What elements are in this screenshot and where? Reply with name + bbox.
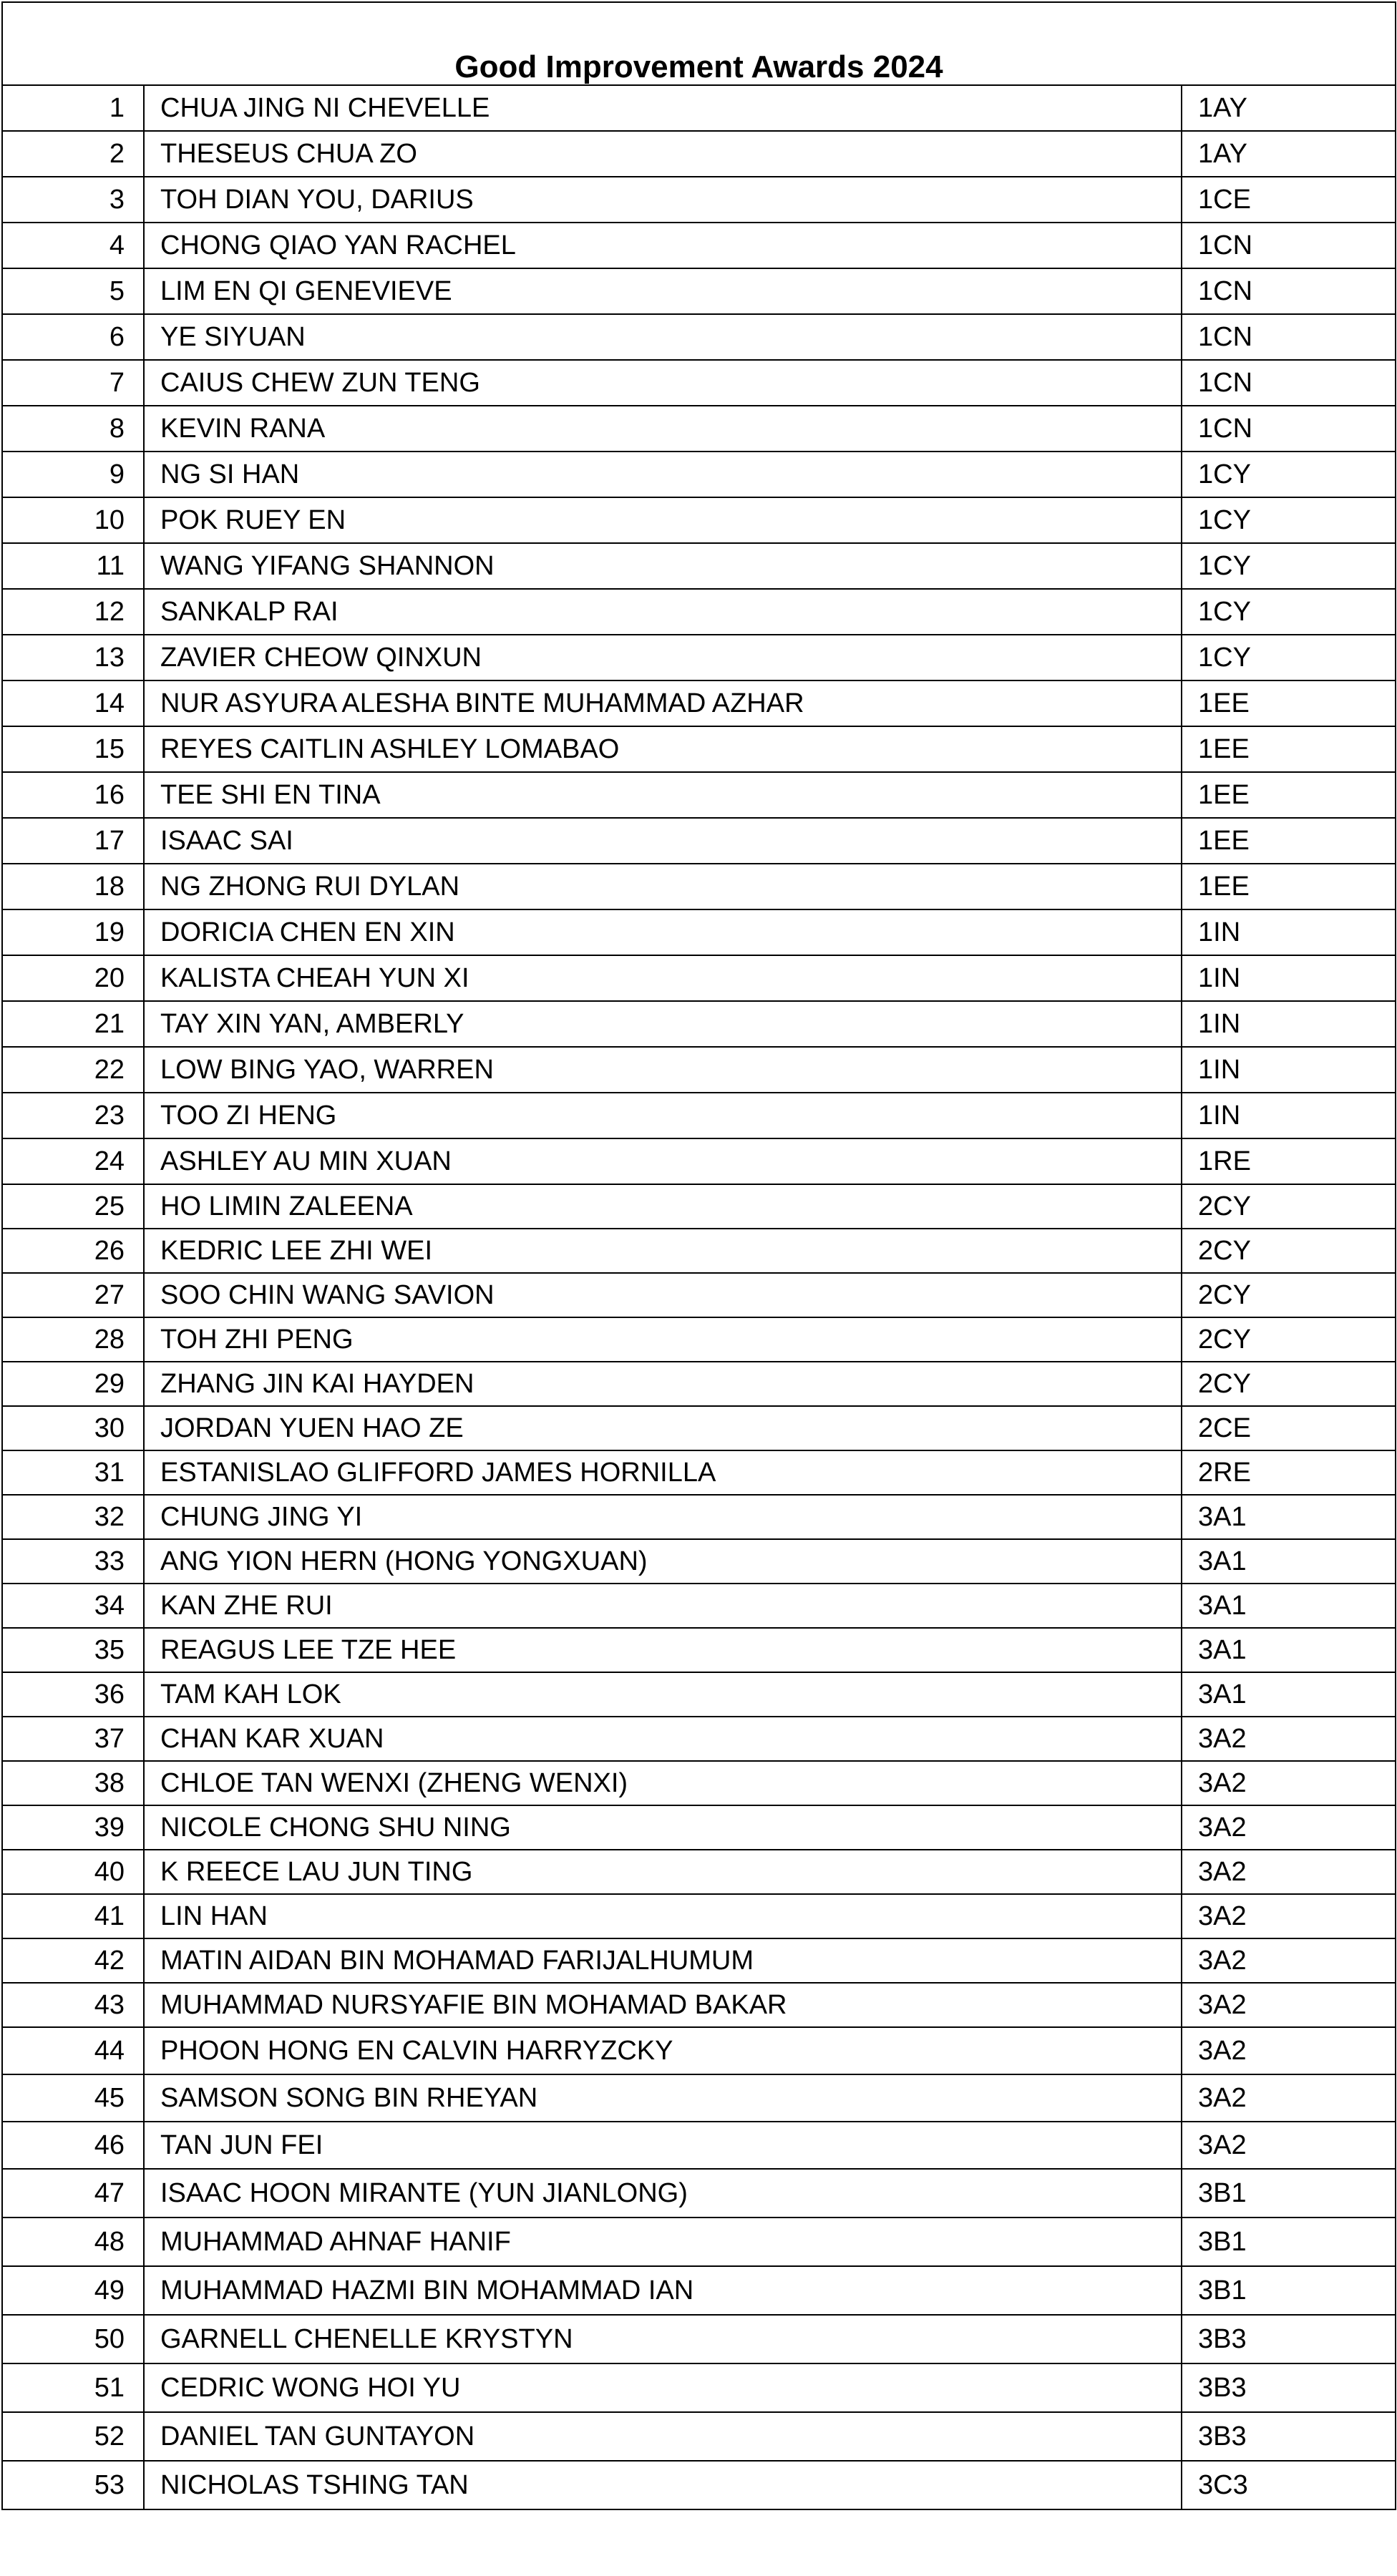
table-row bbox=[2, 1093, 1396, 1138]
table-row bbox=[2, 1628, 1396, 1672]
row-number: 52 bbox=[2, 2412, 144, 2461]
student-name: MUHAMMAD AHNAF HANIF bbox=[144, 2218, 1182, 2266]
row-number: 25 bbox=[2, 1184, 144, 1229]
table-row bbox=[2, 131, 1396, 177]
class-code: 2CE bbox=[1182, 1406, 1396, 1450]
table-row bbox=[2, 1229, 1396, 1273]
class-code: 2RE bbox=[1182, 1450, 1396, 1495]
row-number: 21 bbox=[2, 1001, 144, 1047]
table-row bbox=[2, 2315, 1396, 2363]
student-name: MUHAMMAD NURSYAFIE BIN MOHAMAD BAKAR bbox=[144, 1983, 1182, 2027]
class-code: 1CN bbox=[1182, 223, 1396, 268]
row-number: 24 bbox=[2, 1138, 144, 1184]
table-row bbox=[2, 1047, 1396, 1093]
row-number: 11 bbox=[2, 543, 144, 589]
student-name: CHLOE TAN WENXI (ZHENG WENXI) bbox=[144, 1761, 1182, 1805]
student-name: TOH ZHI PENG bbox=[144, 1317, 1182, 1362]
row-number: 28 bbox=[2, 1317, 144, 1362]
row-number: 34 bbox=[2, 1584, 144, 1628]
class-code: 3A2 bbox=[1182, 1938, 1396, 1983]
student-name: CHUA JING NI CHEVELLE bbox=[144, 85, 1182, 131]
student-name: NICHOLAS TSHING TAN bbox=[144, 2461, 1182, 2509]
student-name: SANKALP RAI bbox=[144, 589, 1182, 635]
row-number: 8 bbox=[2, 406, 144, 452]
awards-table-body bbox=[2, 2, 1396, 2509]
table-row bbox=[2, 772, 1396, 818]
table-row bbox=[2, 1362, 1396, 1406]
table-row bbox=[2, 1138, 1396, 1184]
table-row bbox=[2, 1539, 1396, 1584]
class-code: 3A2 bbox=[1182, 1983, 1396, 2027]
student-name: PHOON HONG EN CALVIN HARRYZCKY bbox=[144, 2027, 1182, 2074]
table-row bbox=[2, 314, 1396, 360]
student-name: CEDRIC WONG HOI YU bbox=[144, 2363, 1182, 2412]
table-row bbox=[2, 1717, 1396, 1761]
student-name: CAIUS CHEW ZUN TENG bbox=[144, 360, 1182, 406]
row-number: 33 bbox=[2, 1539, 144, 1584]
student-name: ZAVIER CHEOW QINXUN bbox=[144, 635, 1182, 680]
row-number: 15 bbox=[2, 726, 144, 772]
class-code: 1EE bbox=[1182, 864, 1396, 909]
table-row bbox=[2, 1450, 1396, 1495]
class-code: 1CN bbox=[1182, 406, 1396, 452]
table-row bbox=[2, 2412, 1396, 2461]
table-row bbox=[2, 1672, 1396, 1717]
page-title: Good Improvement Awards 2024 bbox=[2, 2, 1396, 85]
table-row bbox=[2, 955, 1396, 1001]
class-code: 3A1 bbox=[1182, 1672, 1396, 1717]
class-code: 3A1 bbox=[1182, 1584, 1396, 1628]
row-number: 27 bbox=[2, 1273, 144, 1317]
student-name: TAY XIN YAN, AMBERLY bbox=[144, 1001, 1182, 1047]
row-number: 1 bbox=[2, 85, 144, 131]
student-name: YE SIYUAN bbox=[144, 314, 1182, 360]
row-number: 53 bbox=[2, 2461, 144, 2509]
row-number: 10 bbox=[2, 497, 144, 543]
class-code: 2CY bbox=[1182, 1362, 1396, 1406]
table-row bbox=[2, 360, 1396, 406]
class-code: 1CY bbox=[1182, 452, 1396, 497]
row-number: 3 bbox=[2, 177, 144, 223]
class-code: 3A2 bbox=[1182, 1850, 1396, 1894]
class-code: 1EE bbox=[1182, 726, 1396, 772]
class-code: 1CN bbox=[1182, 268, 1396, 314]
row-number: 26 bbox=[2, 1229, 144, 1273]
table-row bbox=[2, 864, 1396, 909]
student-name: NG SI HAN bbox=[144, 452, 1182, 497]
row-number: 43 bbox=[2, 1983, 144, 2027]
table-row bbox=[2, 1184, 1396, 1229]
class-code: 3A2 bbox=[1182, 2074, 1396, 2122]
row-number: 46 bbox=[2, 2122, 144, 2169]
table-row bbox=[2, 1584, 1396, 1628]
class-code: 1EE bbox=[1182, 680, 1396, 726]
table-row bbox=[2, 1495, 1396, 1539]
class-code: 1AY bbox=[1182, 131, 1396, 177]
row-number: 2 bbox=[2, 131, 144, 177]
class-code: 1IN bbox=[1182, 1093, 1396, 1138]
table-row bbox=[2, 680, 1396, 726]
student-name: REAGUS LEE TZE HEE bbox=[144, 1628, 1182, 1672]
table-row bbox=[2, 1273, 1396, 1317]
row-number: 41 bbox=[2, 1894, 144, 1938]
student-name: TOH DIAN YOU, DARIUS bbox=[144, 177, 1182, 223]
class-code: 1CY bbox=[1182, 497, 1396, 543]
class-code: 3A2 bbox=[1182, 1761, 1396, 1805]
class-code: 3B3 bbox=[1182, 2363, 1396, 2412]
student-name: DORICIA CHEN EN XIN bbox=[144, 909, 1182, 955]
row-number: 50 bbox=[2, 2315, 144, 2363]
student-name: TAN JUN FEI bbox=[144, 2122, 1182, 2169]
student-name: NICOLE CHONG SHU NING bbox=[144, 1805, 1182, 1850]
student-name: REYES CAITLIN ASHLEY LOMABAO bbox=[144, 726, 1182, 772]
table-row bbox=[2, 85, 1396, 131]
awards-table bbox=[1, 1, 1396, 2510]
table-row bbox=[2, 1317, 1396, 1362]
student-name: JORDAN YUEN HAO ZE bbox=[144, 1406, 1182, 1450]
row-number: 4 bbox=[2, 223, 144, 268]
table-row bbox=[2, 2218, 1396, 2266]
table-row bbox=[2, 452, 1396, 497]
table-row bbox=[2, 2169, 1396, 2218]
student-name: KAN ZHE RUI bbox=[144, 1584, 1182, 1628]
student-name: ISAAC HOON MIRANTE (YUN JIANLONG) bbox=[144, 2169, 1182, 2218]
table-row bbox=[2, 1406, 1396, 1450]
row-number: 49 bbox=[2, 2266, 144, 2315]
class-code: 1IN bbox=[1182, 1047, 1396, 1093]
row-number: 35 bbox=[2, 1628, 144, 1672]
student-name: TAM KAH LOK bbox=[144, 1672, 1182, 1717]
student-name: THESEUS CHUA ZO bbox=[144, 131, 1182, 177]
table-row bbox=[2, 1761, 1396, 1805]
table-row bbox=[2, 406, 1396, 452]
class-code: 3B1 bbox=[1182, 2266, 1396, 2315]
student-name: MUHAMMAD HAZMI BIN MOHAMMAD IAN bbox=[144, 2266, 1182, 2315]
row-number: 12 bbox=[2, 589, 144, 635]
class-code: 3A2 bbox=[1182, 1805, 1396, 1850]
table-row bbox=[2, 268, 1396, 314]
table-row bbox=[2, 2074, 1396, 2122]
table-row bbox=[2, 2461, 1396, 2509]
student-name: KEDRIC LEE ZHI WEI bbox=[144, 1229, 1182, 1273]
student-name: SAMSON SONG BIN RHEYAN bbox=[144, 2074, 1182, 2122]
class-code: 1CY bbox=[1182, 543, 1396, 589]
class-code: 1CE bbox=[1182, 177, 1396, 223]
table-row bbox=[2, 1850, 1396, 1894]
row-number: 7 bbox=[2, 360, 144, 406]
table-row bbox=[2, 818, 1396, 864]
class-code: 3A1 bbox=[1182, 1539, 1396, 1584]
row-number: 44 bbox=[2, 2027, 144, 2074]
student-name: GARNELL CHENELLE KRYSTYN bbox=[144, 2315, 1182, 2363]
row-number: 51 bbox=[2, 2363, 144, 2412]
table-row bbox=[2, 2122, 1396, 2169]
class-code: 2CY bbox=[1182, 1273, 1396, 1317]
student-name: TOO ZI HENG bbox=[144, 1093, 1182, 1138]
class-code: 2CY bbox=[1182, 1317, 1396, 1362]
student-name: TEE SHI EN TINA bbox=[144, 772, 1182, 818]
class-code: 1IN bbox=[1182, 955, 1396, 1001]
row-number: 37 bbox=[2, 1717, 144, 1761]
table-row bbox=[2, 223, 1396, 268]
student-name: LIM EN QI GENEVIEVE bbox=[144, 268, 1182, 314]
table-row bbox=[2, 635, 1396, 680]
table-row bbox=[2, 1894, 1396, 1938]
table-row bbox=[2, 1983, 1396, 2027]
row-number: 42 bbox=[2, 1938, 144, 1983]
student-name: LOW BING YAO, WARREN bbox=[144, 1047, 1182, 1093]
class-code: 3A1 bbox=[1182, 1628, 1396, 1672]
row-number: 30 bbox=[2, 1406, 144, 1450]
student-name: ASHLEY AU MIN XUAN bbox=[144, 1138, 1182, 1184]
class-code: 1RE bbox=[1182, 1138, 1396, 1184]
row-number: 39 bbox=[2, 1805, 144, 1850]
table-row bbox=[2, 2363, 1396, 2412]
row-number: 16 bbox=[2, 772, 144, 818]
table-row bbox=[2, 1001, 1396, 1047]
class-code: 3A1 bbox=[1182, 1495, 1396, 1539]
class-code: 3A2 bbox=[1182, 2122, 1396, 2169]
class-code: 3A2 bbox=[1182, 2027, 1396, 2074]
student-name: NUR ASYURA ALESHA BINTE MUHAMMAD AZHAR bbox=[144, 680, 1182, 726]
table-row bbox=[2, 177, 1396, 223]
row-number: 47 bbox=[2, 2169, 144, 2218]
row-number: 17 bbox=[2, 818, 144, 864]
row-number: 6 bbox=[2, 314, 144, 360]
class-code: 1IN bbox=[1182, 909, 1396, 955]
student-name: HO LIMIN ZALEENA bbox=[144, 1184, 1182, 1229]
row-number: 36 bbox=[2, 1672, 144, 1717]
student-name: DANIEL TAN GUNTAYON bbox=[144, 2412, 1182, 2461]
student-name: CHUNG JING YI bbox=[144, 1495, 1182, 1539]
class-code: 3B1 bbox=[1182, 2218, 1396, 2266]
table-row bbox=[2, 726, 1396, 772]
class-code: 1CY bbox=[1182, 589, 1396, 635]
class-code: 1EE bbox=[1182, 818, 1396, 864]
table-row bbox=[2, 2266, 1396, 2315]
row-number: 22 bbox=[2, 1047, 144, 1093]
student-name: POK RUEY EN bbox=[144, 497, 1182, 543]
table-row bbox=[2, 543, 1396, 589]
student-name: K REECE LAU JUN TING bbox=[144, 1850, 1182, 1894]
class-code: 2CY bbox=[1182, 1229, 1396, 1273]
table-row bbox=[2, 497, 1396, 543]
class-code: 1CN bbox=[1182, 314, 1396, 360]
class-code: 1AY bbox=[1182, 85, 1396, 131]
row-number: 32 bbox=[2, 1495, 144, 1539]
row-number: 9 bbox=[2, 452, 144, 497]
class-code: 3B3 bbox=[1182, 2315, 1396, 2363]
class-code: 3B1 bbox=[1182, 2169, 1396, 2218]
student-name: KALISTA CHEAH YUN XI bbox=[144, 955, 1182, 1001]
row-number: 13 bbox=[2, 635, 144, 680]
class-code: 1EE bbox=[1182, 772, 1396, 818]
row-number: 29 bbox=[2, 1362, 144, 1406]
student-name: ANG YION HERN (HONG YONGXUAN) bbox=[144, 1539, 1182, 1584]
table-row bbox=[2, 1805, 1396, 1850]
table-row bbox=[2, 1938, 1396, 1983]
row-number: 31 bbox=[2, 1450, 144, 1495]
row-number: 45 bbox=[2, 2074, 144, 2122]
class-code: 1CN bbox=[1182, 360, 1396, 406]
student-name: KEVIN RANA bbox=[144, 406, 1182, 452]
row-number: 48 bbox=[2, 2218, 144, 2266]
student-name: NG ZHONG RUI DYLAN bbox=[144, 864, 1182, 909]
row-number: 40 bbox=[2, 1850, 144, 1894]
student-name: ISAAC SAI bbox=[144, 818, 1182, 864]
row-number: 19 bbox=[2, 909, 144, 955]
student-name: SOO CHIN WANG SAVION bbox=[144, 1273, 1182, 1317]
row-number: 23 bbox=[2, 1093, 144, 1138]
row-number: 5 bbox=[2, 268, 144, 314]
class-code: 1CY bbox=[1182, 635, 1396, 680]
table-row bbox=[2, 589, 1396, 635]
class-code: 2CY bbox=[1182, 1184, 1396, 1229]
title-row bbox=[2, 2, 1396, 85]
student-name: ESTANISLAO GLIFFORD JAMES HORNILLA bbox=[144, 1450, 1182, 1495]
row-number: 18 bbox=[2, 864, 144, 909]
student-name: CHONG QIAO YAN RACHEL bbox=[144, 223, 1182, 268]
student-name: CHAN KAR XUAN bbox=[144, 1717, 1182, 1761]
row-number: 20 bbox=[2, 955, 144, 1001]
table-row bbox=[2, 2027, 1396, 2074]
student-name: MATIN AIDAN BIN MOHAMAD FARIJALHUMUM bbox=[144, 1938, 1182, 1983]
class-code: 3A2 bbox=[1182, 1717, 1396, 1761]
student-name: ZHANG JIN KAI HAYDEN bbox=[144, 1362, 1182, 1406]
table-row bbox=[2, 909, 1396, 955]
class-code: 3B3 bbox=[1182, 2412, 1396, 2461]
row-number: 38 bbox=[2, 1761, 144, 1805]
row-number: 14 bbox=[2, 680, 144, 726]
class-code: 3C3 bbox=[1182, 2461, 1396, 2509]
student-name: LIN HAN bbox=[144, 1894, 1182, 1938]
class-code: 1IN bbox=[1182, 1001, 1396, 1047]
student-name: WANG YIFANG SHANNON bbox=[144, 543, 1182, 589]
class-code: 3A2 bbox=[1182, 1894, 1396, 1938]
